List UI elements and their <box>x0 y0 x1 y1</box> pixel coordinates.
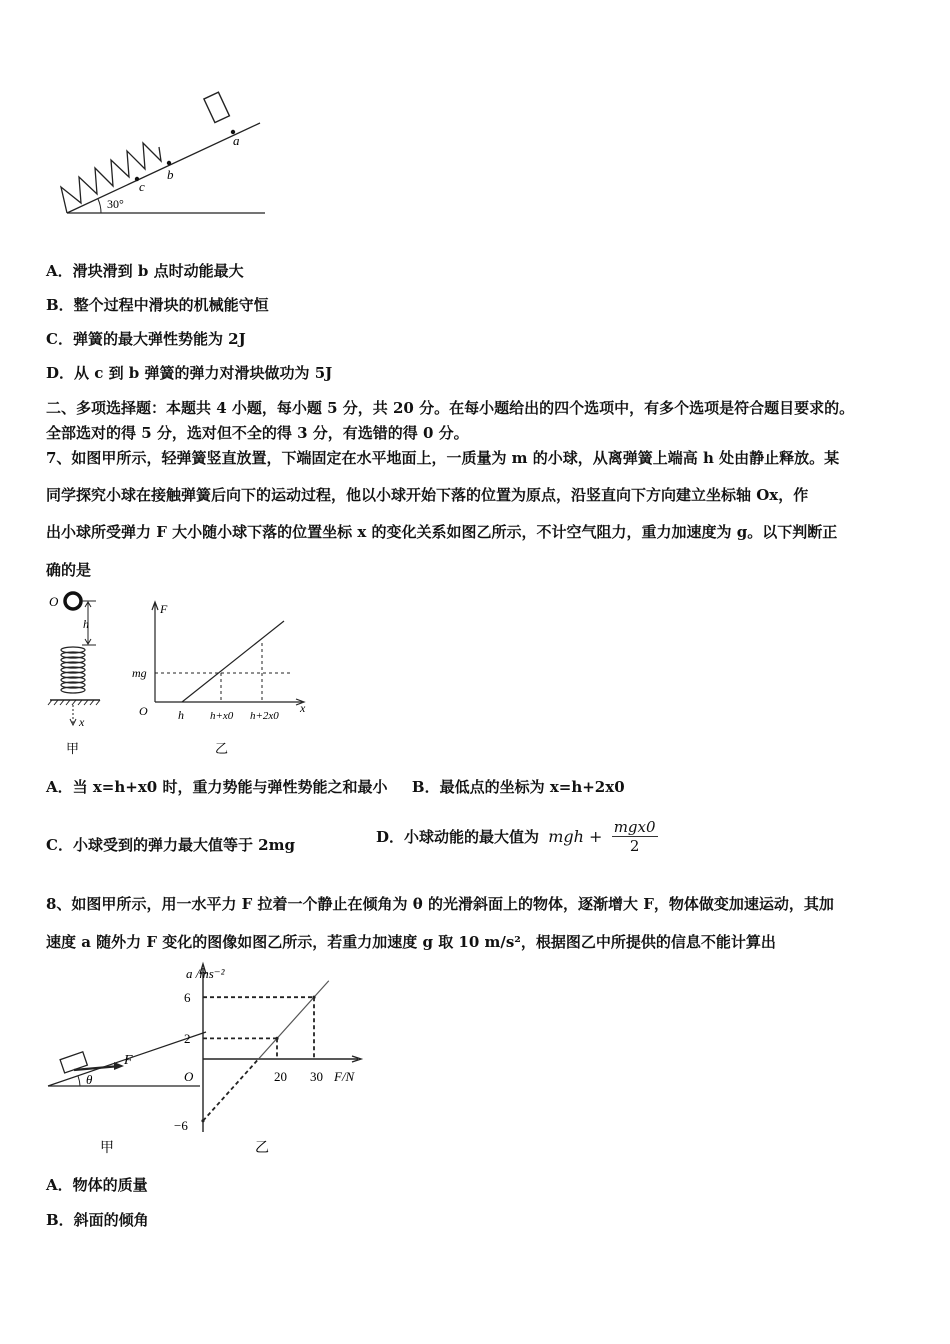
jia-origin-label: O <box>49 594 59 609</box>
point-b-dot <box>167 161 171 165</box>
incline-line <box>67 123 260 213</box>
q8-angle-arc <box>78 1076 80 1086</box>
yi-x-axis-label: x <box>300 701 306 715</box>
yi-origin-label: O <box>139 704 148 718</box>
q8-y-axis-label: a /ms⁻² <box>186 966 225 981</box>
point-c-label: c <box>139 179 145 194</box>
jia-h-label: h <box>83 617 89 631</box>
angle-arc <box>98 199 101 213</box>
q7-option-d-denominator: 2 <box>629 837 640 855</box>
q7-figure-yi <box>130 598 320 760</box>
q6-option-d: D．从 c 到 b 弹簧的弹力对滑块做功为 5J <box>46 364 333 382</box>
q7-option-d-lead: mgh + <box>548 826 603 846</box>
q8-data-point-0 <box>201 1119 204 1122</box>
q7-option-b: B．最低点的坐标为 x=h+2x0 <box>411 778 625 796</box>
q8-figure-yi <box>160 960 380 1160</box>
point-b-label: b <box>167 167 174 182</box>
slider-block <box>204 92 229 122</box>
yi-force-line <box>182 621 284 702</box>
yi-mg-label: mg <box>132 666 147 680</box>
q7-line4: 确的是 <box>46 561 92 579</box>
q8-tick-x20: 20 <box>274 1069 287 1084</box>
q8-line2: 速度 a 随外力 F 变化的图像如图乙所示，若重力加速度 g 取 10 m/s²，根据图乙中所提供的信息不能计算出 <box>46 933 776 951</box>
q8-x-axis-label: F/N <box>334 1069 355 1084</box>
q8-force-arrowhead <box>114 1062 124 1070</box>
yi-tick-h-x0: h+x0 <box>210 710 234 722</box>
jia-x-label: x <box>79 715 85 729</box>
point-a-label: a <box>233 133 240 148</box>
q7-line3: 出小球所受弹力 F 大小随小球下落的位置坐标 x 的变化关系如图乙所示，不计空气阻力，重力加速度为 g。以下判断正 <box>46 523 838 541</box>
q7-figure-jia <box>44 588 114 760</box>
q8-line-solid-part <box>259 981 329 1059</box>
yi-caption: 乙 <box>215 741 229 756</box>
q8-tick-x30: 30 <box>310 1069 323 1084</box>
q8-line-dashed-part <box>203 1059 259 1121</box>
ball <box>65 593 81 609</box>
q6-option-a: A．滑块滑到 b 点时动能最大 <box>46 262 244 280</box>
yi-tick-h-2x0: h+2x0 <box>250 710 279 722</box>
yi-y-axis-label: F <box>160 602 168 616</box>
q8-tick-yneg6: −6 <box>174 1118 188 1133</box>
jia-caption: 甲 <box>66 741 80 756</box>
q7-line1: 7、如图甲所示，轻弹簧竖直放置，下端固定在水平地面上，一质量为 m 的小球，从离弹簧上端高 h 处由静止释放。某 <box>46 449 840 467</box>
q8-line1: 8、如图甲所示，用一水平力 F 拉着一个静止在倾角为 θ 的光滑斜面上的物体，逐渐增大 F，物体做变加速运动，其加 <box>46 895 834 913</box>
q8-jia-caption: 甲 <box>100 1141 114 1156</box>
q6-option-b: B．整个过程中滑块的机械能守恒 <box>46 296 269 314</box>
q8-tick-y2: 2 <box>184 1031 191 1046</box>
ground-hatch <box>48 700 100 705</box>
q8-tick-y6: 6 <box>184 990 191 1005</box>
q8-angle-label: θ <box>86 1072 93 1087</box>
section2-line2: 全部选对的得 5 分，选对但不全的得 3 分，有选错的得 0 分。 <box>46 424 469 442</box>
q8-option-b: B．斜面的倾角 <box>46 1211 149 1229</box>
q6-option-c: C．弹簧的最大弹性势能为 2J <box>46 330 246 348</box>
yi-tick-h: h <box>178 708 184 722</box>
q8-yi-caption: 乙 <box>255 1141 269 1156</box>
vertical-spring <box>61 647 85 693</box>
q8-data-point-2 <box>312 996 315 999</box>
q7-line2: 同学探究小球在接触弹簧后向下的运动过程，他以小球开始下落的位置为原点，沿竖直向下方向建立坐标轴 Ox，作 <box>46 486 809 504</box>
q7-option-d-prefix: D．小球动能的最大值为 <box>376 827 540 846</box>
q8-option-a: A．物体的质量 <box>46 1176 148 1194</box>
q8-origin-label: O <box>184 1069 194 1084</box>
q7-options-ab <box>46 777 908 797</box>
incline-spring-figure <box>55 95 275 220</box>
q7-option-d-fraction <box>612 818 658 855</box>
q7-option-d <box>376 818 676 870</box>
angle-label: 30° <box>107 197 124 211</box>
q7-option-a: A．当 x=h+x0 时，重力势能与弹性势能之和最小 <box>46 778 388 796</box>
section2-line1: 二、多项选择题：本题共 4 小题，每小题 5 分，共 20 分。在每小题给出的四个选项中，有多个选项是符合题目要求的。 <box>46 399 855 417</box>
q7-option-c: C．小球受到的弹力最大值等于 2mg <box>46 836 295 854</box>
q8-data-point-1 <box>275 1037 278 1040</box>
q7-option-d-numerator: mgx0 <box>613 818 656 836</box>
q8-force-label: F <box>124 1053 133 1068</box>
